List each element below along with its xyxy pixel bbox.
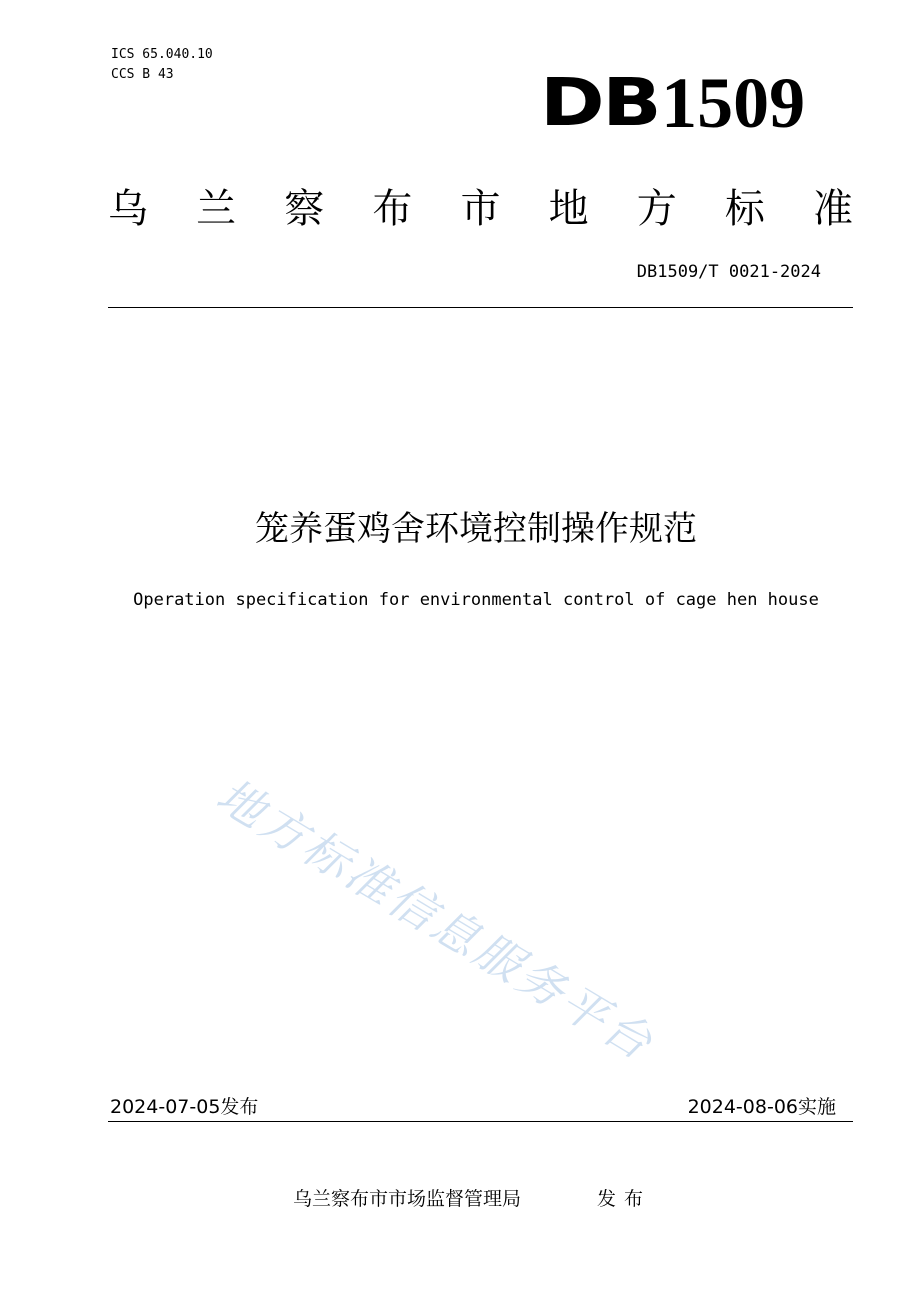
bottom-divider xyxy=(108,1121,853,1122)
implement-date: 2024-08-06实施 xyxy=(687,1096,836,1118)
standard-type-char: 准 xyxy=(813,186,853,232)
standard-type-char: 地 xyxy=(548,186,589,232)
standard-type-heading xyxy=(108,183,853,235)
db-logo xyxy=(540,63,806,143)
issue-label: 发布 xyxy=(597,1188,652,1210)
standard-type-char: 乌 xyxy=(108,186,148,232)
top-divider xyxy=(108,307,853,308)
db-logo-letters: DB xyxy=(540,64,660,141)
title-english: Operation specification for environmental control of cage hen house xyxy=(133,590,819,610)
title-chinese: 笼养蛋鸡舍环境控制操作规范 xyxy=(255,509,697,549)
db-logo-number: 1509 xyxy=(661,63,806,143)
standard-number: DB1509/T 0021-2024 xyxy=(636,262,821,282)
standard-type-char: 市 xyxy=(460,186,501,232)
standard-type-char: 察 xyxy=(284,186,325,232)
publish-date: 2024-07-05发布 xyxy=(110,1096,259,1118)
standard-type-char: 标 xyxy=(724,186,765,232)
standard-type-char: 方 xyxy=(636,186,677,232)
standard-type-char: 布 xyxy=(372,186,413,232)
watermark: 地方标准信息服务平台 xyxy=(207,767,664,1072)
standard-type-char: 兰 xyxy=(196,186,237,232)
issuing-authority: 乌兰察布市市场监督管理局 xyxy=(293,1188,522,1210)
ics-code: ICS 65.040.10 xyxy=(111,47,213,62)
classification-codes xyxy=(111,45,213,85)
ccs-code: CCS B 43 xyxy=(111,67,174,82)
